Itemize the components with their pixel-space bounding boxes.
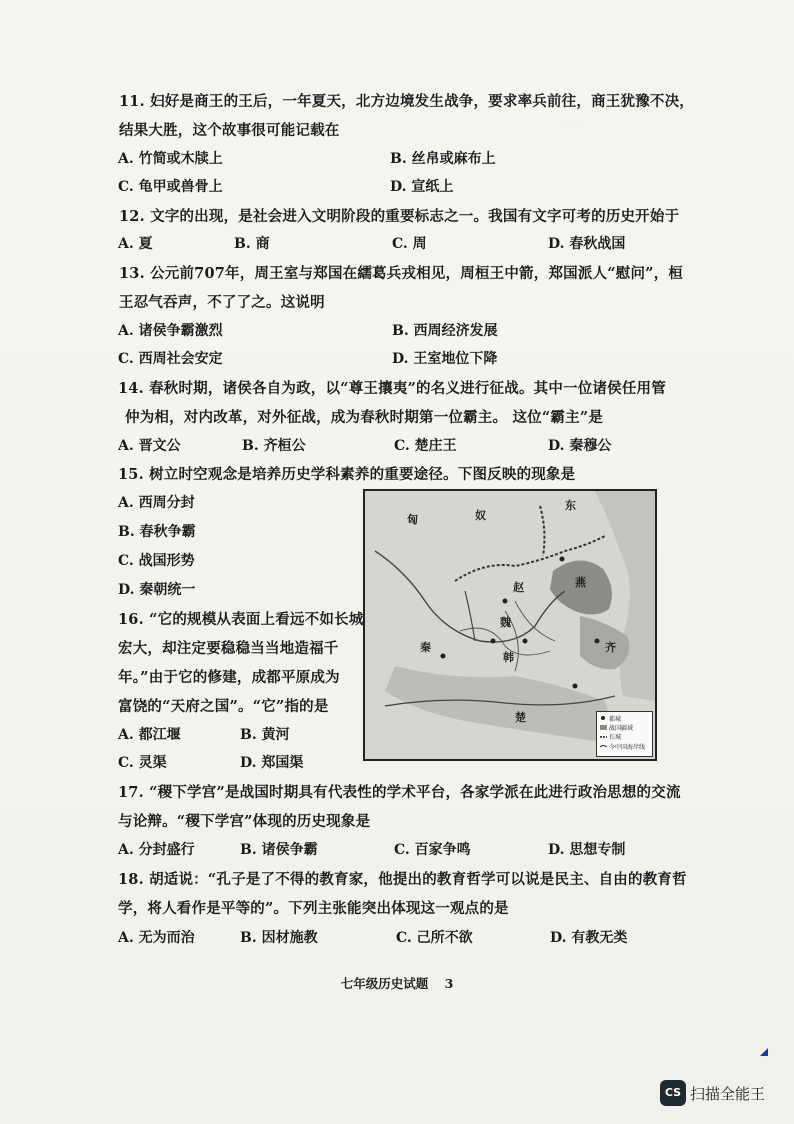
q16-stem-line1: 16. “它的规模从表面上看远不如长城 [118, 611, 364, 628]
q14-option-d: D. 秦穆公 [548, 438, 612, 454]
q13-option-d: D. 王室地位下降 [392, 351, 498, 367]
q17-option-a: A. 分封盛行 [118, 842, 195, 858]
map-label-xiong: 匈 [407, 513, 418, 526]
map-label-yan: 燕 [575, 576, 586, 589]
q14-option-a: A. 晋文公 [118, 438, 181, 454]
map-label-zhao: 赵 [513, 581, 524, 594]
q12-option-d: D. 春秋战国 [548, 236, 626, 252]
q17-stem-line2: 与论辩。“稷下学宫”体现的历史现象是 [118, 813, 371, 830]
legend-capital: 都城 [609, 716, 622, 723]
legend-coastline: 今中国海岸线 [609, 744, 646, 751]
page-number: 3 [444, 976, 454, 991]
q14-option-b: B. 齐桓公 [242, 438, 306, 454]
q15-option-c: C. 战国形势 [118, 553, 195, 569]
map-label-wei: 魏 [500, 616, 511, 629]
q16-stem-line2: 宏大，却注定要稳稳当当地造福千 [118, 640, 339, 657]
legend-wall: 长城 [609, 734, 622, 741]
q18-option-d: D. 有教无类 [550, 930, 628, 946]
map-label-chu: 楚 [515, 711, 526, 724]
q12-option-b: B. 商 [234, 236, 270, 252]
corner-mark [760, 1048, 768, 1056]
map-label-nu: 奴 [475, 509, 486, 522]
q15-option-b: B. 春秋争霸 [118, 524, 196, 540]
q18-stem-line2: 学，将人看作是平等的”。下列主张能突出体现这一观点的是 [118, 900, 509, 917]
q11-stem-line2: 结果大胜，这个故事很可能记载在 [119, 122, 340, 139]
q16-option-a: A. 都江堰 [118, 727, 181, 743]
q12-option-a: A. 夏 [118, 236, 153, 252]
q13-option-c: C. 西周社会安定 [118, 351, 223, 367]
map-label-dong: 东 [565, 499, 576, 512]
footer-title: 七年级历史试题 [340, 976, 429, 991]
map-legend [596, 711, 653, 757]
q15-option-d: D. 秦朝统一 [118, 582, 196, 598]
q13-stem-line2: 王忍气吞声，不了了之。这说明 [119, 294, 325, 311]
q16-option-d: D. 郑国渠 [240, 755, 304, 771]
q17-option-b: B. 诸侯争霸 [240, 842, 318, 858]
q13-option-a: A. 诸侯争霸激烈 [118, 323, 223, 339]
q18-option-c: C. 己所不欲 [396, 930, 473, 946]
bleed-through-text: · · · [560, 118, 580, 132]
q13-stem-line1: 13. 公元前707年，周王室与郑国在繻葛兵戎相见，周桓王中箭，郑国派人“慰问”，桓 [119, 265, 684, 282]
q16-option-b: B. 黄河 [240, 727, 290, 743]
q11-option-b: B. 丝帛或麻布上 [390, 151, 496, 167]
q12-stem-line1: 12. 文字的出现，是社会进入文明阶段的重要标志之一。我国有文字可考的历史开始于 [119, 208, 680, 225]
q11-option-d: D. 宣纸上 [390, 179, 454, 195]
q13-option-b: B. 西周经济发展 [392, 323, 498, 339]
q11-option-a: A. 竹简或木牍上 [118, 151, 223, 167]
q14-stem-line1: 14. 春秋时期，诸侯各自为政，以“尊王攘夷”的名义进行征战。其中一位诸侯任用管 [118, 380, 666, 397]
page-footer [0, 974, 794, 992]
q15-stem-line1: 15. 树立时空观念是培养历史学科素养的重要途径。下图反映的现象是 [118, 466, 576, 483]
q11-stem-line1: 11. 妇好是商王的王后，一年夏天，北方边境发生战争，要求率兵前往，商王犹豫不决， [119, 93, 694, 110]
q15-option-a: A. 西周分封 [118, 495, 195, 511]
q17-option-d: D. 思想专制 [548, 842, 626, 858]
scanner-logo-icon: CS [660, 1080, 686, 1106]
q14-stem-line2: 仲为相，对内改革，对外征战，成为春秋时期第一位霸主。 这位“霸主”是 [125, 409, 604, 426]
map-label-qi: 齐 [605, 641, 616, 654]
q17-option-c: C. 百家争鸣 [394, 842, 471, 858]
q16-stem-line3: 年。”由于它的修建，成都平原成为 [118, 669, 340, 686]
q17-stem-line1: 17. “稷下学宫”是战国时期具有代表性的学术平台，各家学派在此进行政治思想的交流 [118, 784, 681, 801]
map-label-qin: 秦 [420, 641, 431, 654]
scanner-brand: 扫描全能王 [690, 1085, 766, 1103]
q16-stem-line4: 富饶的“天府之国”。“它”指的是 [118, 698, 329, 715]
q18-stem-line1: 18. 胡适说：“孔子是了不得的教育家，他提出的教育哲学可以说是民主、自由的教育哲 [118, 871, 687, 888]
legend-territory: 战国疆域 [609, 725, 634, 732]
q14-option-c: C. 楚庄王 [394, 438, 457, 454]
q18-option-a: A. 无为而治 [118, 930, 195, 946]
q18-option-b: B. 因材施教 [240, 930, 318, 946]
map-label-han: 韩 [503, 651, 514, 664]
q12-option-c: C. 周 [392, 236, 427, 252]
q16-option-c: C. 灵渠 [118, 755, 167, 771]
q11-option-c: C. 龟甲或兽骨上 [118, 179, 223, 195]
